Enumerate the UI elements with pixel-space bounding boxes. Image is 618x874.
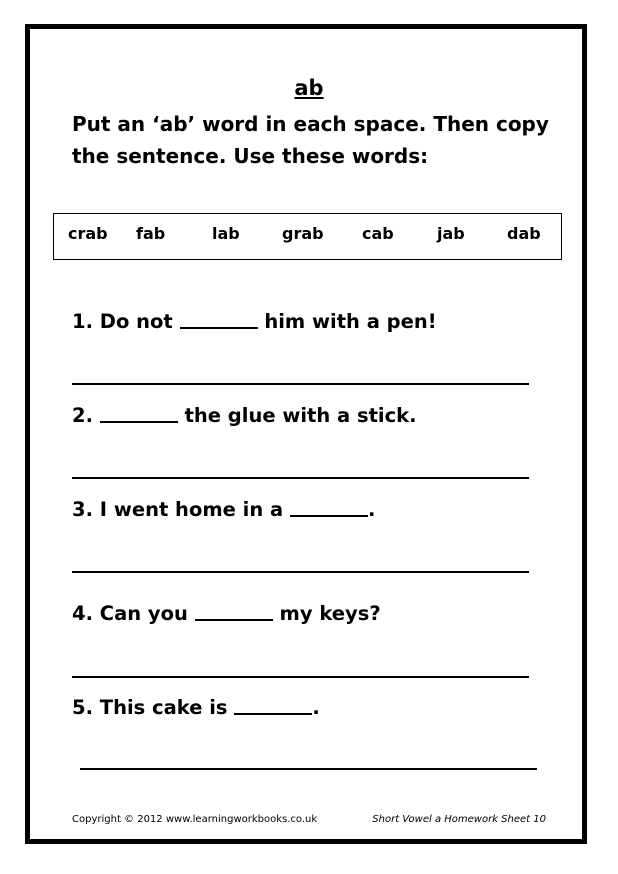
question-2 — [72, 404, 417, 427]
blank-space[interactable] — [195, 619, 273, 621]
word-bank-item: lab — [212, 224, 240, 243]
sheet-label: Short Vowel a Homework Sheet 10 — [372, 814, 546, 825]
blank-space[interactable] — [234, 713, 312, 715]
word-bank-item: jab — [437, 224, 465, 243]
question-number: 4. — [72, 602, 93, 625]
answer-line[interactable] — [80, 768, 537, 770]
word-bank-item: crab — [68, 224, 108, 243]
question-text-before: This cake is — [99, 696, 228, 719]
question-text-before: I went home in a — [99, 498, 284, 521]
question-number: 2. — [72, 404, 93, 427]
question-text-after: the glue with a stick. — [184, 404, 417, 427]
copyright-notice: Copyright © 2012 www.learningworkbooks.co.uk — [72, 814, 318, 825]
word-bank — [53, 213, 562, 260]
word-bank-item: fab — [136, 224, 166, 243]
blank-space[interactable] — [290, 515, 368, 517]
question-text-before: Do not — [99, 310, 173, 333]
question-number: 5. — [72, 696, 93, 719]
word-bank-item: grab — [282, 224, 324, 243]
question-3 — [72, 498, 375, 521]
instructions: Put an ‘ab’ word in each space. Then copy the sentence. Use these words: — [72, 112, 549, 168]
question-5 — [72, 696, 320, 719]
answer-line[interactable] — [72, 383, 529, 385]
question-text-after: . — [367, 498, 376, 521]
question-text-before: Can you — [99, 602, 188, 625]
question-number: 3. — [72, 498, 93, 521]
word-bank-item: dab — [507, 224, 541, 243]
question-4 — [72, 602, 381, 625]
question-text-after: him with a pen! — [264, 310, 437, 333]
question-text-after: . — [312, 696, 320, 719]
answer-line[interactable] — [72, 571, 529, 573]
question-text-after: my keys? — [279, 602, 381, 625]
question-1 — [72, 310, 437, 333]
blank-space[interactable] — [100, 421, 178, 423]
worksheet-title: ab — [294, 76, 324, 100]
answer-line[interactable] — [72, 477, 529, 479]
question-number: 1. — [72, 310, 93, 333]
word-bank-item: cab — [362, 224, 394, 243]
blank-space[interactable] — [180, 327, 258, 329]
answer-line[interactable] — [72, 676, 529, 678]
